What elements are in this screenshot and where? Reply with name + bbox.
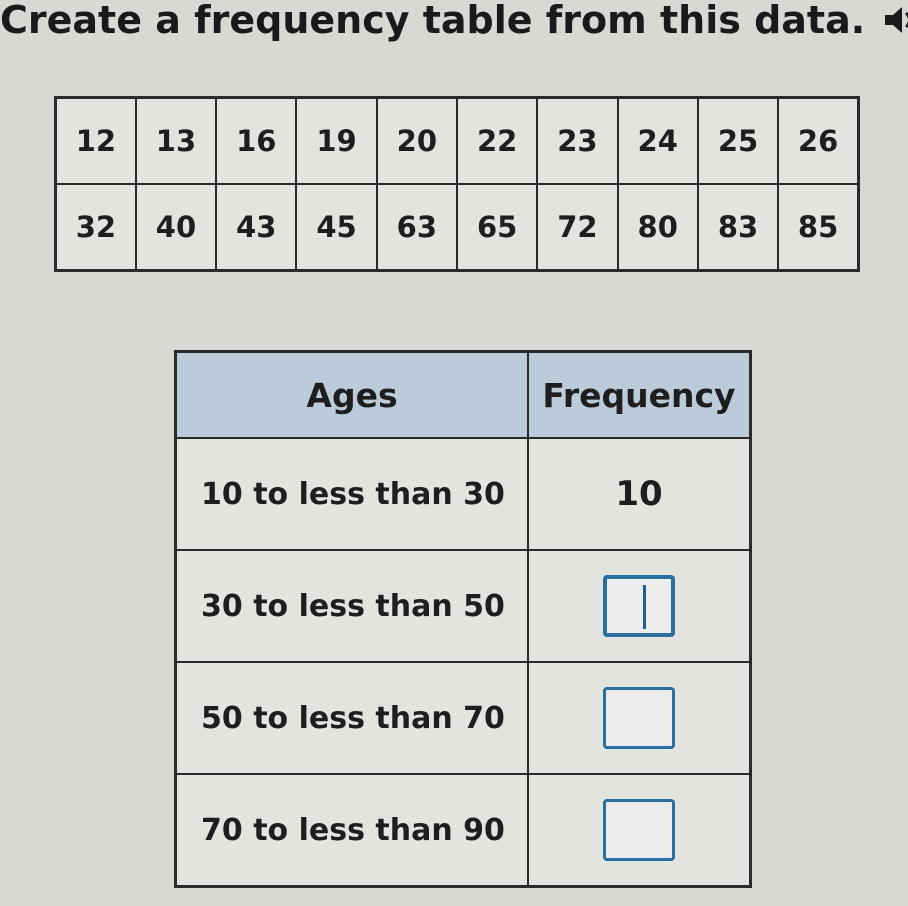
speaker-icon[interactable] — [883, 5, 908, 35]
data-cell: 43 — [216, 184, 296, 271]
data-cell: 32 — [56, 184, 136, 271]
data-cell: 85 — [778, 184, 858, 271]
header-frequency: Frequency — [528, 352, 751, 439]
data-cell: 83 — [698, 184, 778, 271]
data-cell: 13 — [136, 98, 216, 185]
data-row — [56, 184, 859, 271]
data-cell: 25 — [698, 98, 778, 185]
frequency-input-50-70[interactable] — [603, 687, 675, 749]
question-prompt — [0, 0, 908, 50]
data-values-table — [54, 96, 860, 272]
data-cell: 26 — [778, 98, 858, 185]
question-text: Create a frequency table from this data. — [0, 0, 866, 42]
data-cell: 16 — [216, 98, 296, 185]
table-row — [176, 438, 751, 550]
header-ages: Ages — [176, 352, 529, 439]
age-range-label: 70 to less than 90 — [176, 774, 529, 887]
data-cell: 72 — [537, 184, 617, 271]
data-cell: 80 — [618, 184, 698, 271]
table-row — [176, 774, 751, 887]
frequency-input-70-90[interactable] — [603, 799, 675, 861]
data-cell: 63 — [377, 184, 457, 271]
data-cell: 45 — [296, 184, 376, 271]
data-cell: 40 — [136, 184, 216, 271]
data-cell: 24 — [618, 98, 698, 185]
age-range-label: 50 to less than 70 — [176, 662, 529, 774]
data-cell: 65 — [457, 184, 537, 271]
table-row — [176, 662, 751, 774]
frequency-cell — [528, 662, 751, 774]
data-cell: 22 — [457, 98, 537, 185]
frequency-cell — [528, 774, 751, 887]
age-range-label: 10 to less than 30 — [176, 438, 529, 550]
frequency-table-header — [176, 352, 751, 439]
table-row — [176, 550, 751, 662]
data-cell: 23 — [537, 98, 617, 185]
data-cell: 12 — [56, 98, 136, 185]
data-row — [56, 98, 859, 185]
frequency-cell — [528, 550, 751, 662]
frequency-input-30-50[interactable] — [603, 575, 675, 637]
text-caret — [643, 585, 646, 629]
data-cell: 20 — [377, 98, 457, 185]
frequency-value: 10 — [528, 438, 751, 550]
age-range-label: 30 to less than 50 — [176, 550, 529, 662]
frequency-table — [174, 350, 752, 888]
data-cell: 19 — [296, 98, 376, 185]
